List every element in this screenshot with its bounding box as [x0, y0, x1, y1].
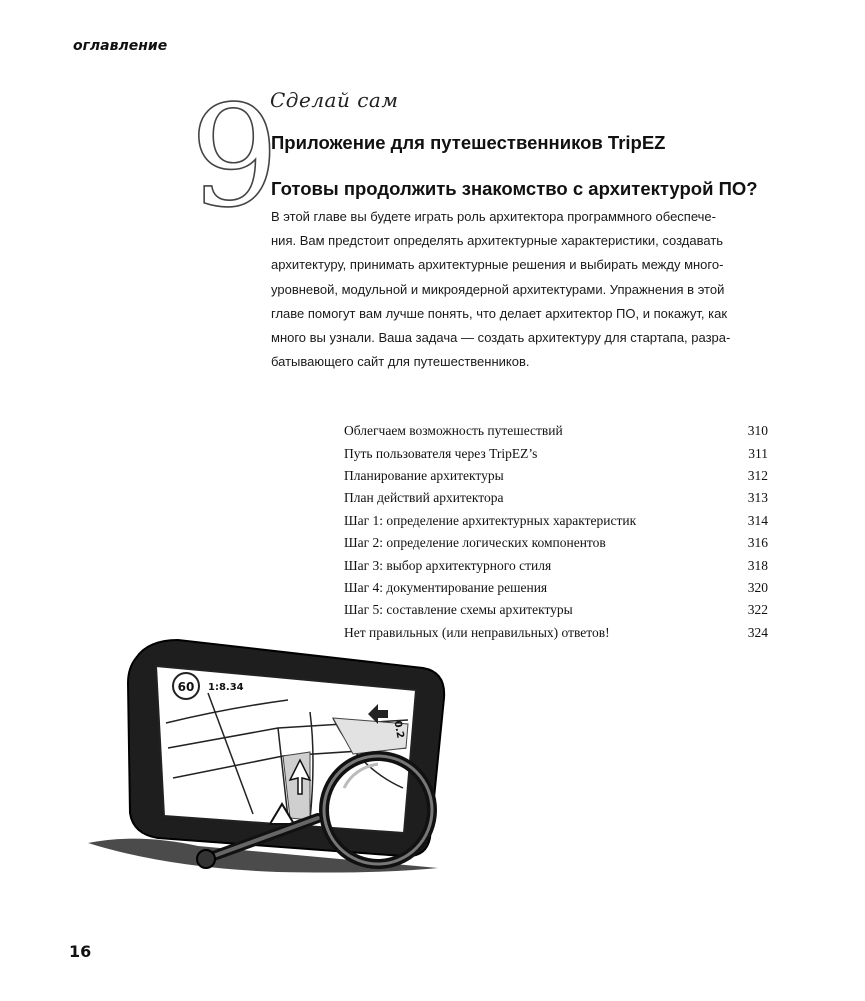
intro-line: уровневой, модульной и микроядерной архитектурами. Упражнения в этой: [271, 281, 725, 297]
toc-entry-title: Нет правильных (или неправильных) ответов!: [344, 624, 610, 640]
chapter-title[interactable]: Приложение для путешественников TripEZ: [271, 132, 666, 153]
toc-entry-page: 320: [747, 579, 768, 595]
toc-entry-title: Шаг 4: документирование решения: [344, 579, 548, 595]
intro-line: ния. Вам предстоит определять архитектурные характеристики, создавать: [271, 233, 724, 249]
toc-entry-title: Шаг 5: составление схемы архитектуры: [344, 602, 573, 618]
intro-line: главе помогут вам лучше понять, что делает архитектор ПО, и покажут, как: [271, 305, 728, 321]
screen-readout: 1:8.34: [208, 682, 244, 693]
toc-entry[interactable]: [344, 554, 768, 576]
toc-entry-page: 314: [747, 512, 768, 528]
toc-entry[interactable]: [344, 487, 768, 509]
chapter-intro: [271, 205, 771, 374]
toc-entry-page: 312: [747, 467, 768, 483]
toc-entry-page: 322: [747, 602, 768, 618]
distance-readout: 0.2: [391, 719, 406, 740]
toc-entry[interactable]: [344, 465, 768, 487]
toc-entry[interactable]: [344, 532, 768, 554]
intro-line: В этой главе вы будете играть роль архитектора программного обеспече-: [271, 209, 716, 224]
toc-entry[interactable]: [344, 599, 768, 621]
toc-entry-page: 316: [747, 535, 768, 551]
toc-entry[interactable]: [344, 510, 768, 532]
chapter-subheading: Готовы продолжить знакомство с архитектурой ПО?: [271, 178, 758, 199]
toc-entry-page: 318: [747, 557, 768, 573]
toc-entry-page: 311: [748, 445, 768, 461]
toc-entry-title: Шаг 3: выбор архитектурного стиля: [344, 557, 552, 573]
intro-line: архитектуру, принимать архитектурные решения и выбирать между много-: [271, 257, 724, 273]
page-number: 16: [69, 942, 92, 961]
chapter-kicker: Сделай сам: [270, 88, 399, 112]
speed-limit-value: 60: [177, 680, 195, 694]
toc-entry[interactable]: [344, 442, 768, 464]
toc-entry-title: Облегчаем возможность путешествий: [344, 423, 563, 439]
toc-list: [344, 420, 768, 644]
toc-entry[interactable]: [344, 420, 768, 442]
toc-entry-title: Шаг 1: определение архитектурных характеристик: [344, 512, 637, 528]
toc-entry-title: Путь пользователя через TripEZ’s: [344, 445, 538, 461]
toc-entry-title: План действий архитектора: [344, 490, 504, 506]
toc-entry-page: 324: [747, 624, 768, 640]
intro-line: много вы узнали. Ваша задача — создать архитектуру для стартапа, разра-: [271, 330, 731, 346]
toc-entry-page: 313: [747, 490, 768, 506]
intro-line: батывающего сайт для путешественников.: [271, 354, 530, 370]
running-header: оглавление: [73, 38, 168, 54]
toc-entry-title: Планирование архитектуры: [344, 467, 504, 483]
toc-entry-page: 310: [747, 423, 768, 439]
gps-navigator-illustration: [78, 628, 458, 878]
toc-entry-title: Шаг 2: определение логических компонентов: [344, 535, 606, 551]
chapter-number: 9: [190, 76, 280, 239]
toc-entry[interactable]: [344, 577, 768, 599]
